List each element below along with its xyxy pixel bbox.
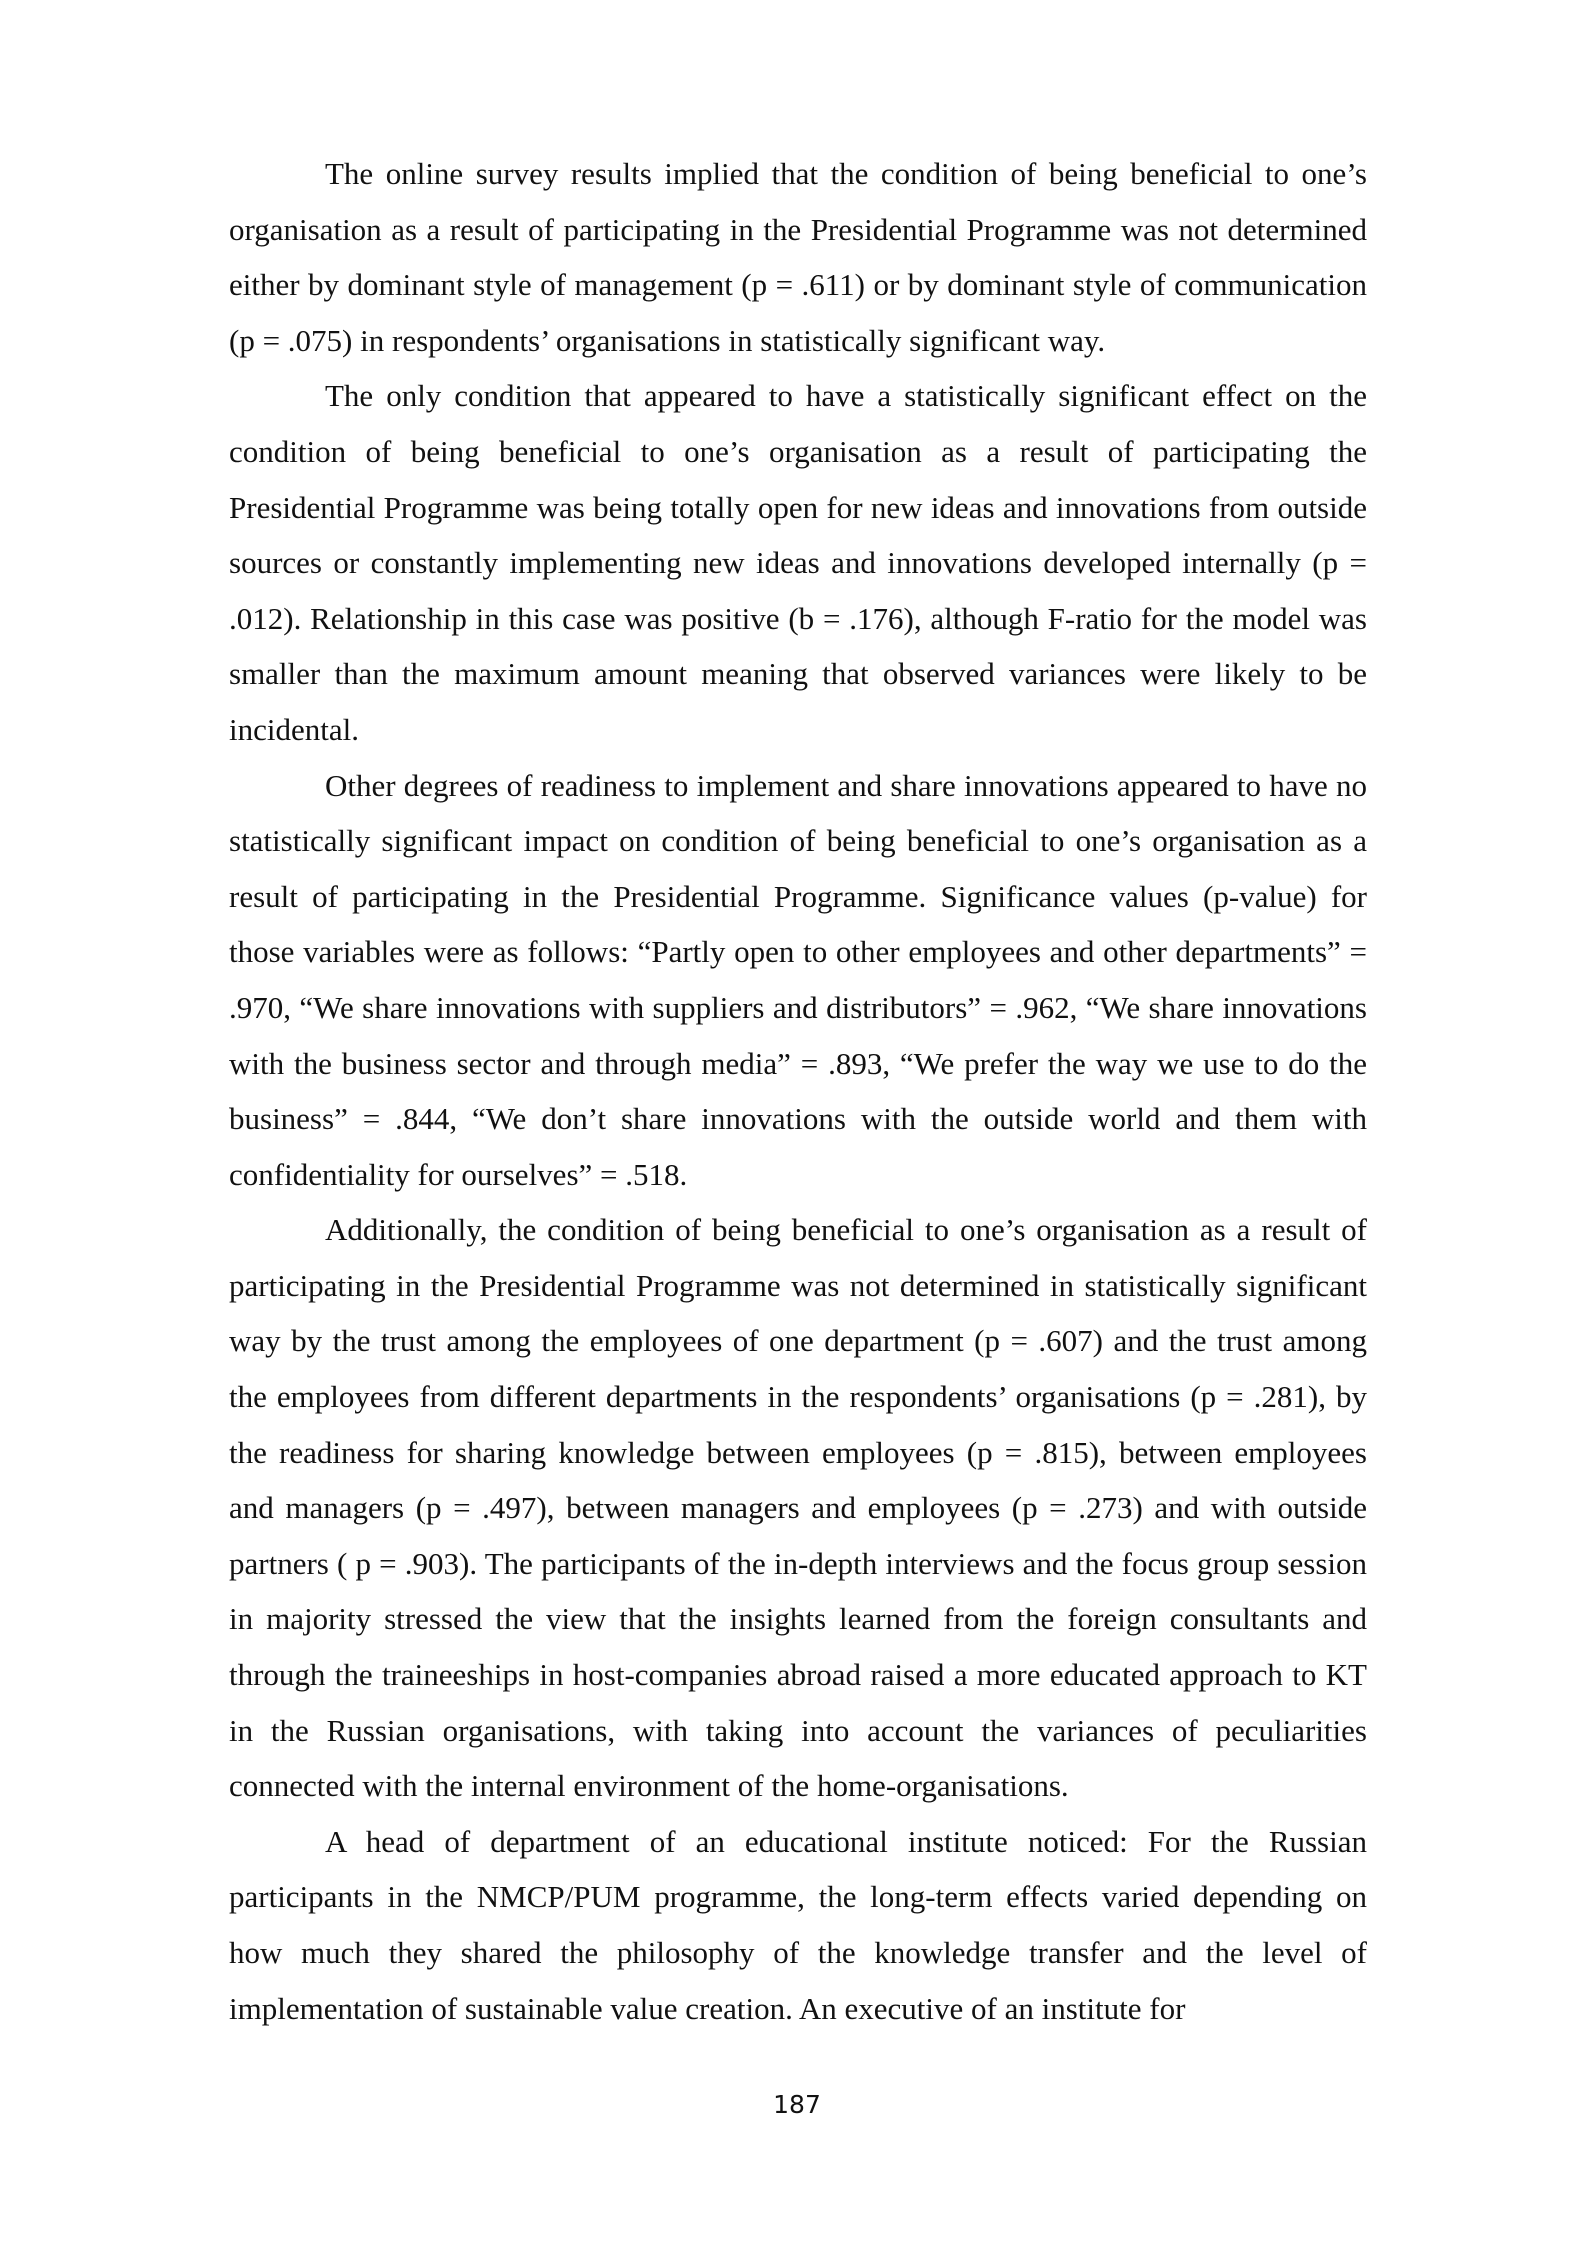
paragraph-survey-results: The online survey results implied that the condition of being beneficial to one’s organisation as a result of participating in the Presidential Programme was not determined either by dominant style of management (p = .611) or by dominant style of communication (p = .075) in respondents’ organisations in statistically significant way.	[229, 156, 1367, 358]
paragraph-additionally: Additionally, the condition of being beneficial to one’s organisation as a result of participating in the Presidential Programme was not determined in statistically significant way by the trust among the employees of one department (p = .607) and the trust among the employees from different departments in the respondents’ organisations (p = .281), by the readiness for sharing knowledge between employees (p = .815), between employees and managers (p = .497), between managers and employees (p = .273) and with outside partners ( p = .903). The participants of the in-depth interviews and the focus group session in majority stressed the view that the insights learned from the foreign consultants and through the traineeships in host-companies abroad raised a more educated approach to KT in the Russian organisations, with taking into account the variances of peculiarities connected with the internal environment of the home-organisations.	[229, 1212, 1367, 1804]
paragraph-other-degrees: Other degrees of readiness to implement and share innovations appeared to have no statistically significant impact on condition of being beneficial to one’s organisation as a result of participating in the Presidential Programme. Significance values (p-value) for those variables were as follows: “Partly open to other employees and other departments” = .970, “We share innovations with suppliers and distributors” = .962, “We share innovations with the business sector and through media” = .893, “We prefer the way we use to do the business” = .844, “We don’t share innovations with the outside world and them with confidentiality for ourselves” = .518.	[229, 767, 1367, 1192]
paragraph-head-of-department: A head of department of an educational institute noticed: For the Russian participants in the NMCP/PUM programme, the long-term effects varied depending on how much they shared the philosophy of the knowledge transfer and the level of implementation of sustainable value creation. An executive of an institute for	[229, 1823, 1367, 2026]
page-number: 187	[773, 2090, 821, 2119]
paragraph-only-condition: The only condition that appeared to have a statistically significant effect on the condition of being beneficial to one’s organisation as a result of participating the Presidential Programme was being totally open for new ideas and innovations from outside sources or constantly implementing new ideas and innovations developed internally (p = .012). Relationship in this case was positive (b = .176), although F-ratio for the model was smaller than the maximum amount meaning that observed variances were likely to be incidental.	[229, 378, 1367, 747]
body-text	[229, 146, 1367, 2036]
